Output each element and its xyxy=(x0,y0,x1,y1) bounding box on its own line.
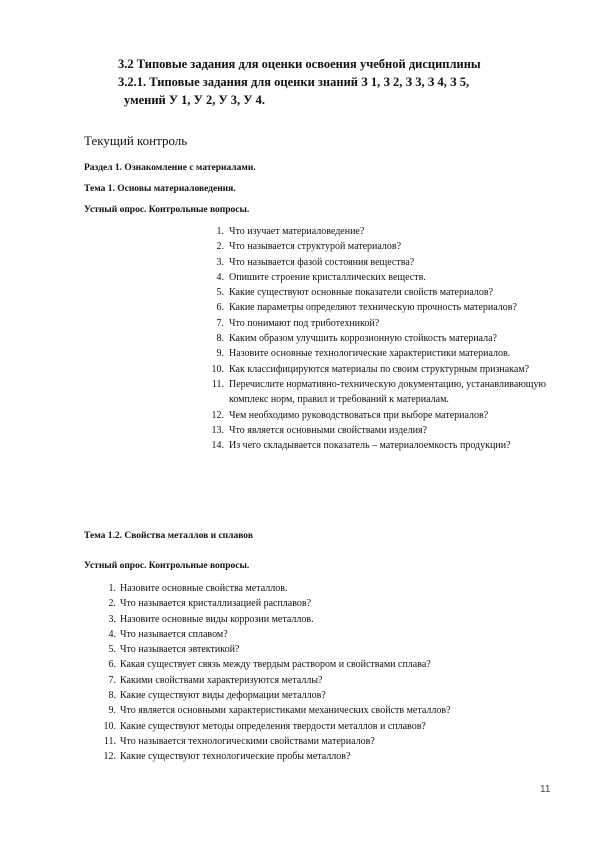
question-item xyxy=(100,596,560,611)
question-number: 11. xyxy=(103,735,116,747)
question-number: 3. xyxy=(216,256,224,268)
question-number: 9. xyxy=(108,705,116,717)
question-item xyxy=(210,270,555,285)
question-text: Каким образом улучшить коррозионную стойкость материала? xyxy=(229,333,497,345)
question-item xyxy=(210,316,555,331)
question-item xyxy=(100,749,560,764)
question-text: Из чего складывается показатель – материалоемкость продукции? xyxy=(229,440,511,452)
question-number: 11. xyxy=(211,378,224,390)
tema-1-2-title: Тема 1.2. Свойства металлов и сплавов xyxy=(84,531,253,541)
question-number: 7. xyxy=(216,317,224,329)
question-text: Что называется сплавом? xyxy=(120,628,228,640)
oral-survey-label-2: Устный опрос. Контрольные вопросы. xyxy=(84,561,250,571)
question-text: Назовите основные технологические характеристики материалов. xyxy=(229,348,511,360)
question-number: 10. xyxy=(103,720,116,732)
question-text: Какая существует связь между твердым раствором и свойствами сплава? xyxy=(120,659,431,671)
question-number: 12. xyxy=(211,409,224,421)
question-number: 5. xyxy=(216,287,224,299)
question-item xyxy=(100,627,560,642)
question-text: Что называется технологическими свойствами материалов? xyxy=(120,735,375,747)
question-number: 8. xyxy=(216,333,224,345)
question-item xyxy=(210,438,555,453)
page-number: 11 xyxy=(540,784,551,795)
question-number: 10. xyxy=(211,363,224,375)
question-item xyxy=(210,285,555,300)
question-item xyxy=(210,346,555,361)
question-text: Назовите основные виды коррозии металлов. xyxy=(120,613,314,625)
question-item xyxy=(210,331,555,346)
question-item xyxy=(210,239,555,254)
question-item xyxy=(100,612,560,627)
question-item xyxy=(100,719,560,734)
question-number: 6. xyxy=(216,302,224,314)
question-number: 3. xyxy=(108,613,116,625)
question-text: Какими свойствами характеризуются металлы? xyxy=(120,674,323,686)
question-text: Какие существуют виды деформации металлов? xyxy=(120,690,326,702)
oral-survey-label-1: Устный опрос. Контрольные вопросы. xyxy=(84,205,250,215)
question-text: Перечислите нормативно-техническую документацию, устанавливающую комплекс норм, правил и требований к материалам. xyxy=(229,378,546,406)
question-item xyxy=(100,734,560,749)
question-item xyxy=(210,300,555,315)
question-text: Что является основными характеристиками механических свойств металлов? xyxy=(120,705,451,717)
question-text: Что понимают под триботехникой? xyxy=(229,317,380,329)
question-number: 13. xyxy=(211,424,224,436)
question-text: Что называется эвтектикой? xyxy=(120,644,240,656)
question-item xyxy=(210,362,555,377)
question-number: 6. xyxy=(108,659,116,671)
question-number: 7. xyxy=(108,674,116,686)
question-text: Что называется кристаллизацией расплавов? xyxy=(120,598,312,610)
tema-1-title: Тема 1. Основы материаловедения. xyxy=(84,184,236,194)
question-number: 4. xyxy=(216,271,224,283)
heading-line-1: 3.2 Типовые задания для оценки освоения учебной дисциплины xyxy=(118,57,481,71)
question-text: Какие параметры определяют техническую прочность материалов? xyxy=(229,302,517,314)
question-item xyxy=(100,673,560,688)
question-text: Какие существуют основные показатели свойств материалов? xyxy=(229,287,494,299)
question-item xyxy=(100,642,560,657)
question-item xyxy=(210,423,555,438)
question-item xyxy=(100,581,560,596)
question-text: Какие существуют методы определения твердости металлов и сплавов? xyxy=(120,720,426,732)
question-number: 9. xyxy=(216,348,224,360)
question-number: 1. xyxy=(108,583,116,594)
question-item xyxy=(100,703,560,718)
question-item xyxy=(210,255,555,270)
question-number: 5. xyxy=(108,644,116,656)
question-number: 4. xyxy=(108,628,116,640)
question-item xyxy=(100,688,560,703)
question-number: 2. xyxy=(108,598,116,610)
heading-line-3: умений У 1, У 2, У 3, У 4. xyxy=(124,93,265,107)
question-list-1 xyxy=(210,224,555,453)
question-text: Что называется структурой материалов? xyxy=(229,241,402,253)
question-list-2 xyxy=(100,581,560,765)
question-text: Что изучает материаловедение? xyxy=(229,226,365,237)
razdel-title: Раздел 1. Ознакомление с материалами. xyxy=(84,163,256,173)
heading-line-2: 3.2.1. Типовые задания для оценки знаний З 1, З 2, З 3, З 4, З 5, xyxy=(118,75,470,89)
question-number: 14. xyxy=(211,440,224,452)
question-text: Чем необходимо руководствоваться при выборе материалов? xyxy=(229,409,489,421)
question-item xyxy=(210,377,555,408)
question-text: Что является основными свойствами изделия? xyxy=(229,424,427,436)
question-text: Опишите строение кристаллических веществ. xyxy=(229,271,426,283)
question-item xyxy=(100,657,560,672)
question-item xyxy=(210,408,555,423)
question-text: Назовите основные свойства металлов. xyxy=(120,583,288,594)
question-number: 2. xyxy=(216,241,224,253)
question-item xyxy=(210,224,555,239)
question-text: Как классифицируются материалы по своим структурным признакам? xyxy=(229,363,530,375)
question-number: 8. xyxy=(108,690,116,702)
question-number: 12. xyxy=(103,751,116,763)
question-text: Что называется фазой состояния вещества? xyxy=(229,256,415,268)
question-number: 1. xyxy=(216,226,224,237)
section-title: Текущий контроль xyxy=(84,133,188,148)
question-text: Какие существуют технологические пробы металлов? xyxy=(120,751,351,763)
